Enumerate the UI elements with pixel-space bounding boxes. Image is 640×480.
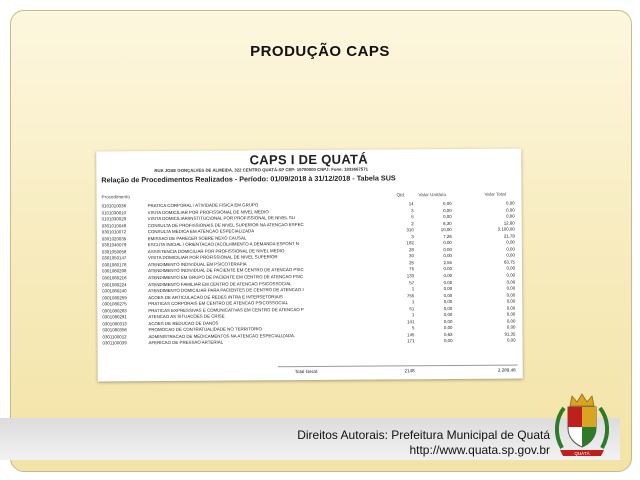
procedure-total-value: 63,75 [503, 259, 516, 265]
procedure-description: CONSULTA DE PROFISSIONAIS DE NIVEL SUPERIOR NA ATENCAO ESPEC [147, 221, 304, 228]
procedure-qty: 755 [406, 292, 415, 298]
procedure-unit-value: 6,30 [443, 220, 452, 226]
procedure-code: 0301080356 [102, 327, 127, 333]
crest-ribbon-text: QUATÁ [574, 451, 590, 456]
procedure-unit-value: 7,26 [443, 233, 452, 239]
document-address: RUA JOSE GONÇALVES DE ALMEIDA, 322 CENTRO QUATÁ-SP CEP: 19780000 CNPJ: Fone: 1833667571 [154, 166, 368, 174]
procedure-total-value: 0,00 [506, 272, 516, 278]
procedure-qty: 2 [411, 220, 414, 226]
procedure-code: 0301020035 [101, 236, 127, 242]
procedure-description: EMISSAO DE PARECER SOBRE NEXO CAUSAL [147, 235, 247, 241]
procedure-code: 0301080291 [102, 314, 127, 320]
slide-title: PRODUÇÃO CAPS [250, 43, 390, 60]
procedure-total-value: 12,60 [503, 220, 515, 226]
procedure-code: 0101010036 [101, 203, 127, 209]
procedure-table [102, 201, 518, 348]
procedure-qty: 5 [411, 325, 415, 331]
procedure-code: 0301080216 [102, 275, 127, 281]
procedure-qty: 145 [407, 332, 415, 338]
procedure-total-value: 0,00 [506, 318, 516, 324]
column-header-procedure: Procedimento [101, 194, 130, 200]
procedure-code: 0301080178 [101, 262, 127, 268]
procedure-qty: 51 [409, 306, 415, 312]
procedure-qty: 182 [406, 240, 414, 246]
procedure-code: 0301100039 [102, 340, 127, 346]
procedure-total-value: 0,00 [506, 305, 516, 311]
procedure-total-value: 0,00 [506, 239, 515, 245]
procedure-code: 0301080240 [102, 288, 127, 294]
procedure-description: ATENDIMENTO DOMICILIAR PARA PACIENTES DE CENTRO DE ATENCAO I [148, 287, 304, 294]
procedure-description: ATENDIMENTO INDIVIDUAL DE PACIENTE EM CENTRO DE ATENCAO PSIC [148, 267, 304, 274]
procedure-qty: 141 [407, 319, 415, 325]
procedure-description: ACOES DE REDUCAO DE DANOS [148, 320, 219, 326]
procedure-code: 0301080313 [102, 321, 127, 327]
procedure-qty: 1 [411, 299, 415, 305]
document-report-title: Relação de Procedimentos Realizados - Período: 01/09/2018 à 31/12/2018 - Tabela SUS [101, 173, 396, 185]
document-institution-name: CAPS I DE QUATÁ [249, 151, 369, 168]
procedure-total-value: 0,00 [506, 213, 515, 219]
procedure-qty: 3 [411, 234, 414, 240]
procedure-unit-value: 10,00 [440, 227, 452, 233]
procedure-description: PRATICAS EXPRESSIVAS E COMUNICATIVAS EM CENTRO DE ATENCAO P [148, 306, 304, 313]
procedure-total-value: 21,78 [503, 233, 515, 239]
procedure-unit-value: 0,00 [443, 299, 453, 305]
procedure-unit-value: 0,00 [443, 279, 453, 285]
procedure-unit-value: 0,00 [443, 246, 452, 252]
procedure-code: 0301080208 [102, 268, 127, 274]
procedure-qty: 30 [409, 253, 414, 259]
procedure-code: 0301080275 [102, 301, 127, 307]
crest-shield-gold [582, 407, 596, 427]
procedure-qty: 25 [409, 260, 415, 266]
footer-url[interactable]: http://www.quata.sp.gov.br [409, 443, 550, 457]
procedure-code: 0301040079 [101, 242, 127, 248]
procedure-unit-value: 0,63 [443, 331, 453, 338]
procedure-total-value: 0,00 [506, 311, 516, 317]
procedure-description: ESCUTA INICIAL / ORIENTACAO (ACOLHIMENTO A DEMANDA ESPONT N [147, 241, 299, 248]
procedure-qty: 28 [408, 247, 414, 253]
procedure-description: ASSISTENCIA DOMICILIAR POR PROFISSIONAL DE NIVEL MEDIO [147, 248, 285, 254]
procedure-qty: 1 [411, 312, 415, 318]
procedure-unit-value: 0,00 [443, 253, 452, 259]
procedure-description: ACOES DE ARTICULACAO DE REDES INTRA E INTERSETORIAIS [148, 293, 283, 300]
procedure-code: 0101030010 [101, 209, 127, 215]
procedure-unit-value: 0,00 [443, 318, 453, 324]
procedure-total-value: 0,00 [506, 246, 515, 252]
total-label: Total Geral: [294, 368, 319, 375]
procedure-unit-value: 0,00 [443, 325, 453, 331]
procedure-total-value: 0,00 [506, 324, 516, 331]
total-row [103, 367, 518, 377]
report-document [96, 149, 523, 382]
footer-copyright: Direitos Autorais: Prefeitura Municipal de Quatá [297, 428, 550, 442]
procedure-total-value: 0,00 [506, 252, 515, 259]
procedure-description: VISITA DOMICILIAR POR PROFISSIONAL DE NIVEL MEDIO [147, 208, 269, 215]
procedure-description: ATENDIMENTO INDIVIDUAL EM PSICOTERAPIA [147, 261, 247, 268]
procedure-qty: 3 [411, 207, 414, 213]
footer-copyright-block [297, 428, 550, 458]
procedure-unit-value: 0,00 [443, 273, 453, 279]
column-header-total-value: Valor Total [484, 191, 506, 197]
procedure-unit-value: 0,00 [443, 305, 453, 311]
procedure-unit-value: 2,55 [443, 259, 453, 265]
procedure-unit-value: 0,00 [443, 312, 453, 318]
crest-shield-red [568, 407, 582, 427]
crest-crown [570, 394, 594, 406]
procedure-unit-value: 0,00 [443, 286, 453, 292]
procedure-total-value: 0,00 [506, 207, 515, 213]
procedure-code: 0301080283 [102, 308, 127, 314]
procedure-description: CONSULTA MEDICA EM ATENCAO ESPECIALIZADA [147, 228, 255, 235]
procedure-description: ATENCAO AS SITUACOES DE CRISE [148, 313, 225, 320]
procedure-unit-value: 0,00 [443, 201, 452, 207]
procedure-description: ATENDIMENTO EM GRUPO DE PACIENTE EM CENTRO DE ATENCAO PSIC [148, 274, 304, 281]
procedure-total-value: 91,35 [504, 331, 516, 337]
procedure-unit-value: 0,00 [443, 207, 452, 213]
procedure-qty: 171 [407, 338, 415, 344]
procedure-description: AFERICAO DE PRESSAO ARTERIAL [148, 340, 224, 346]
procedure-total-value: 0,00 [506, 292, 516, 298]
procedure-code: 0301010048 [101, 222, 127, 229]
procedure-qty: 57 [409, 279, 415, 285]
procedure-description: ADMINISTRACAO DE MEDICAMENTOS NA ATENCAO ESPECIALIZADA. [148, 333, 296, 340]
procedure-code: 0101030029 [101, 216, 127, 222]
procedure-description: PRATICA CORPORAL / ATIVIDADE FISICA EM GRUPO [147, 202, 259, 209]
procedure-total-value: 0,00 [506, 266, 516, 272]
procedure-unit-value: 0,00 [443, 266, 453, 272]
procedure-unit-value: 0,00 [443, 292, 453, 298]
procedure-description: PROMOCAO DE CONTRATUALIDADE NO TERRITORIO [148, 326, 262, 333]
procedure-code: 0301100012 [102, 334, 127, 340]
procedure-total-value: 0,00 [506, 279, 516, 285]
procedure-qty: 310 [406, 227, 414, 233]
procedure-total-value: 0,00 [506, 285, 516, 291]
procedure-description: VISITA DOMICILIAR POR PROFISSIONAL DE NIVEL SUPERIOR [147, 254, 278, 261]
procedure-qty: 1 [411, 286, 415, 292]
procedure-total-value: 0,00 [506, 338, 516, 344]
procedure-code: 0301010072 [101, 229, 127, 235]
procedure-qty: 14 [408, 201, 414, 207]
column-header-unit-value: Valor Unitário [418, 192, 447, 198]
procedure-code: 0301050147 [101, 255, 127, 261]
crest-right-branch [600, 408, 607, 448]
procedure-total-value: 0,00 [506, 200, 515, 206]
procedure-description: VISITA DOMICILIAR/INSTITUCIONAL POR PROFISSIONAL DE NIVEL SU [147, 215, 295, 222]
procedure-unit-value: 0,00 [443, 338, 453, 344]
procedure-qty: 5 [411, 214, 414, 220]
procedure-unit-value: 0,00 [443, 240, 452, 246]
procedure-code: 0301050058 [101, 249, 127, 255]
total-value: 3.289,48 [497, 367, 516, 373]
procedure-unit-value: 0,00 [443, 214, 452, 220]
procedure-total-value: 0,00 [506, 298, 516, 304]
procedure-code: 0301080259 [102, 294, 127, 301]
procedure-total-value: 3.100,00 [497, 226, 515, 232]
column-header-qty: Qtd. [396, 192, 406, 198]
procedure-qty: 75 [409, 266, 415, 272]
procedure-description: PRATICAS CORPORAIS EM CENTRO DE ATENCAO PSICOSSOCIAL [148, 300, 289, 307]
total-qty: 2148 [404, 368, 415, 374]
municipal-crest-icon [552, 390, 612, 462]
procedure-code: 0301080224 [102, 281, 127, 288]
procedure-description: ATENDIMENTO FAMILIAR EM CENTRO DE ATENCAO PSICOSSOCIAL [148, 280, 292, 287]
crest-left-branch [557, 408, 564, 448]
procedure-qty: 133 [406, 273, 415, 279]
